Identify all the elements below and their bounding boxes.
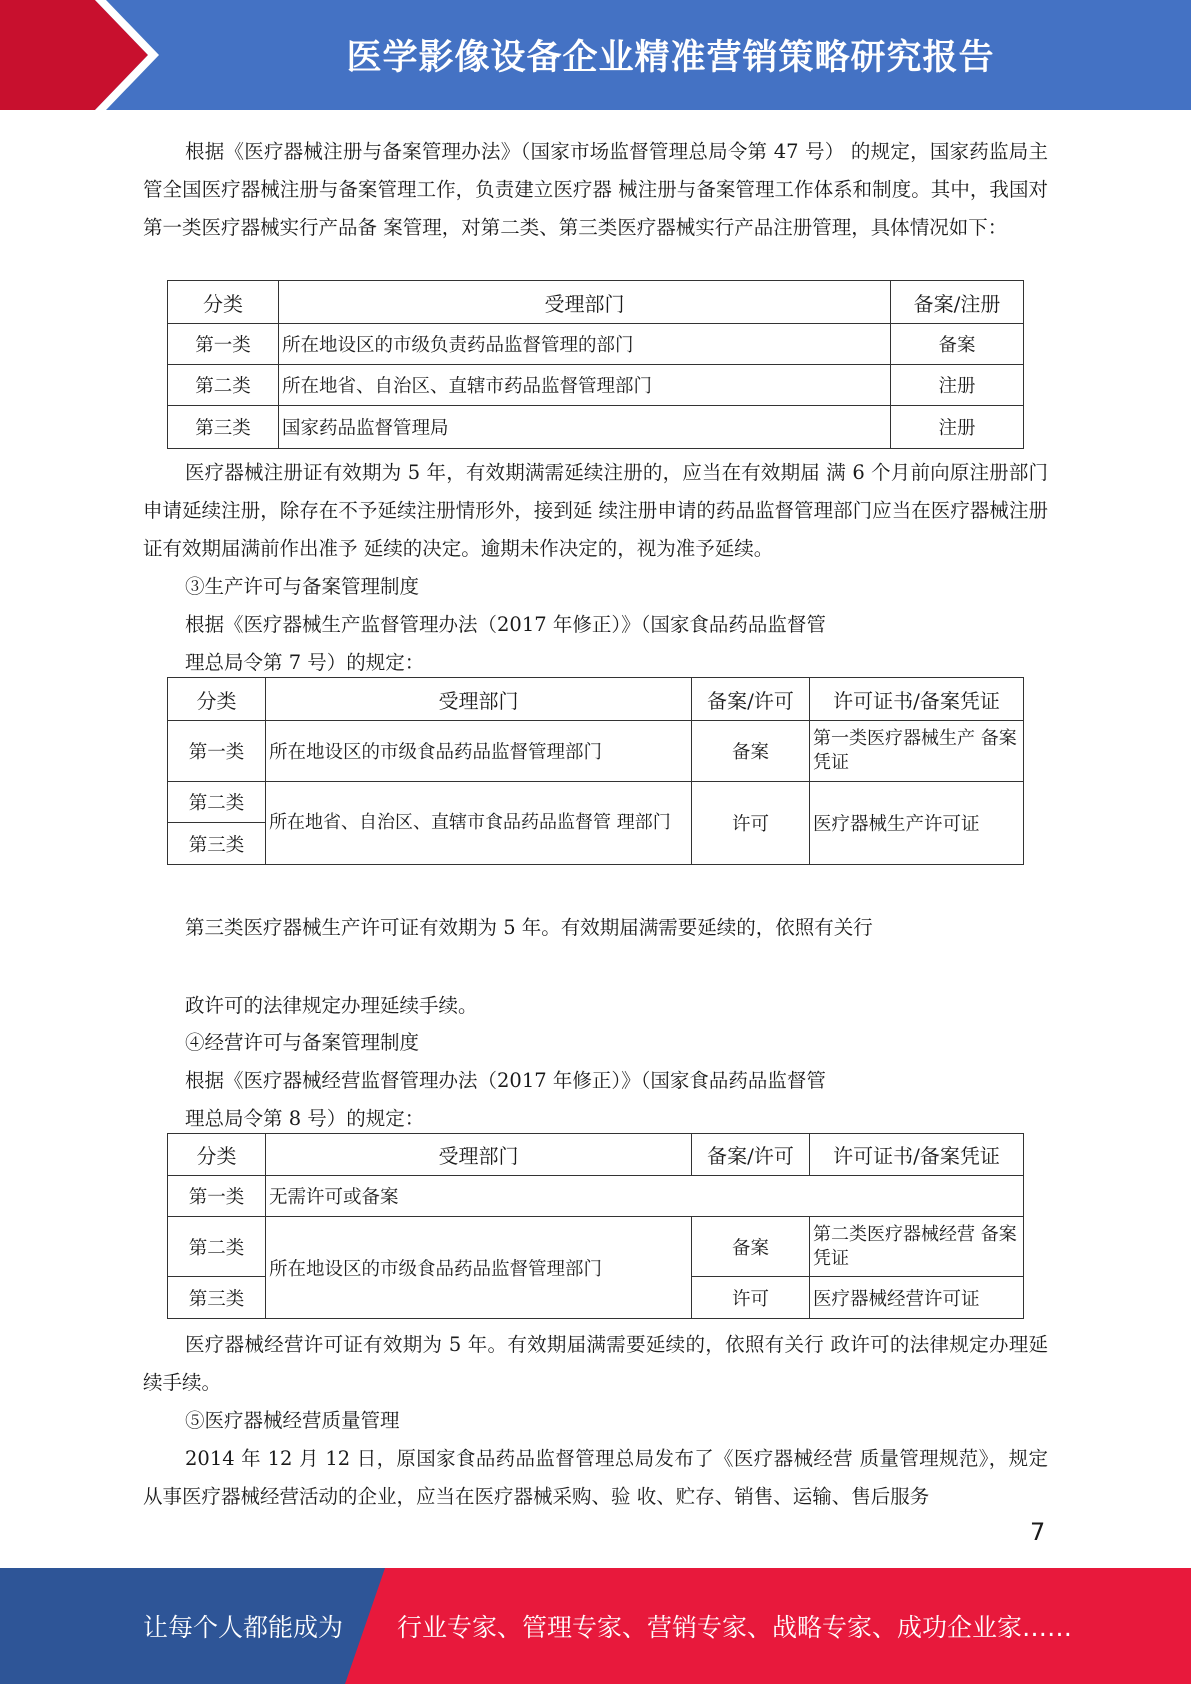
table-row [168, 406, 1024, 449]
table-header-cell: 分类 [168, 281, 279, 324]
table-cell: 所在地省、自治区、直辖市药品监督管理部门 [279, 365, 891, 406]
page-number: 7 [1030, 1518, 1046, 1546]
table-cell: 第一类医疗器械生产 备案凭证 [810, 721, 1024, 782]
table-header-row [168, 1134, 1024, 1176]
paragraph-quality-standard: 2014 年 12 月 12 日，原国家食品药品监督管理总局发布了《医疗器械经营 质量管理规范》，规定从事医疗器械经营活动的企业，应当在医疗器械采购、验 收、贮存、销售、运输、售后服务 [143, 1447, 1048, 1508]
registration-table [167, 280, 1024, 449]
table-header-cell: 受理部门 [279, 281, 891, 324]
table-cell: 无需许可或备案 [266, 1176, 1024, 1217]
table-cell: 注册 [891, 365, 1024, 406]
table-cell: 所在地设区的市级食品药品监督管理部门 [266, 721, 692, 782]
table-header-cell: 备案/注册 [891, 281, 1024, 324]
operation-license-table [167, 1133, 1024, 1319]
table-cell-merged: 所在地设区的市级食品药品监督管理部门 [266, 1217, 692, 1319]
document-title: 医学影像设备企业精准营销策略研究报告 [346, 38, 995, 78]
paragraph-production-validity-cont: 政许可的法律规定办理延续手续。 [185, 994, 478, 1017]
paragraph-operation-basis: 根据《医疗器械经营监督管理办法（2017 年修正）》（国家食品药品监督管 [185, 1069, 826, 1092]
table-cell: 所在地设区的市级负责药品监督管理的部门 [279, 324, 891, 365]
table-cell: 备案 [891, 324, 1024, 365]
table-cell: 备案 [692, 721, 810, 782]
table-cell: 第一类 [168, 1176, 266, 1217]
table-cell: 医疗器械经营许可证 [810, 1277, 1024, 1319]
table-cell: 第三类 [168, 406, 279, 449]
table-cell: 许可 [692, 1277, 810, 1319]
footer-slogan-right: 行业专家、管理专家、营销专家、战略专家、成功企业家…… [397, 1613, 1073, 1642]
table-row [168, 782, 1024, 823]
paragraph-production-validity: 第三类医疗器械生产许可证有效期为 5 年。有效期届满需要延续的，依照有关行 [185, 916, 873, 939]
paragraph-production-basis-cont: 理总局令第 7 号）的规定： [185, 651, 425, 674]
table-header-cell: 许可证书/备案凭证 [810, 1134, 1024, 1176]
page-footer [0, 1568, 1191, 1684]
paragraph-operation-basis-cont: 理总局令第 8 号）的规定： [185, 1107, 425, 1130]
table-row [168, 1176, 1024, 1217]
paragraph-production-basis: 根据《医疗器械生产监督管理办法（2017 年修正）》（国家食品药品监督管 [185, 613, 826, 636]
table-header-row [168, 678, 1024, 721]
table-header-row [168, 281, 1024, 324]
paragraph-registration-validity: 医疗器械注册证有效期为 5 年，有效期满需延续注册的，应当在有效期届 满 6 个月前向原注册部门申请延续注册，除存在不予延续注册情形外，接到延 续注册申请的药品监督管理部门应当在医疗器械注册证有效期届满前作出准予 延续的决定。逾期未作决定的，视为准予延续。 [143, 461, 1048, 560]
table-header-cell: 分类 [168, 1134, 266, 1176]
table-header-cell: 备案/许可 [692, 1134, 810, 1176]
section-heading-quality: ⑤医疗器械经营质量管理 [185, 1409, 400, 1432]
page-header [0, 0, 1191, 110]
paragraph-operation-validity: 医疗器械经营许可证有效期为 5 年。有效期届满需要延续的，依照有关行 政许可的法律规定办理延续手续。 [143, 1333, 1048, 1394]
table-header-cell: 备案/许可 [692, 678, 810, 721]
table-row [168, 365, 1024, 406]
table-cell: 第三类 [168, 823, 266, 865]
table-header-cell: 受理部门 [266, 678, 692, 721]
paragraph-registration-intro: 根据《医疗器械注册与备案管理办法》（国家市场监督管理总局令第 47 号） 的规定，国家药监局主管全国医疗器械注册与备案管理工作，负责建立医疗器 械注册与备案管理工作体系和制度。其中，我国对第一类医疗器械实行产品备 案管理，对第二类、第三类医疗器械实行产品注册管理，具体情况如下： [143, 140, 1048, 239]
table-row [168, 324, 1024, 365]
table-header-cell: 许可证书/备案凭证 [810, 678, 1024, 721]
production-license-table [167, 677, 1024, 865]
table-header-cell: 分类 [168, 678, 266, 721]
table-cell: 第二类 [168, 365, 279, 406]
table-cell: 第二类 [168, 782, 266, 823]
section-heading-operation: ④经营许可与备案管理制度 [185, 1031, 420, 1054]
section-heading-production: ③生产许可与备案管理制度 [185, 575, 420, 598]
table-row [168, 721, 1024, 782]
table-cell: 注册 [891, 406, 1024, 449]
table-cell-merged: 医疗器械生产许可证 [810, 782, 1024, 865]
table-cell-merged: 所在地省、自治区、直辖市食品药品监督管 理部门 [266, 782, 692, 865]
table-cell: 第二类医疗器械经营 备案凭证 [810, 1217, 1024, 1277]
table-cell: 第二类 [168, 1217, 266, 1277]
table-cell: 第一类 [168, 324, 279, 365]
table-cell: 第三类 [168, 1277, 266, 1319]
table-row [168, 1217, 1024, 1277]
footer-slogan-left: 让每个人都能成为 [143, 1613, 344, 1642]
table-cell: 备案 [692, 1217, 810, 1277]
table-header-cell: 受理部门 [266, 1134, 692, 1176]
table-cell-merged: 许可 [692, 782, 810, 865]
table-cell: 国家药品监督管理局 [279, 406, 891, 449]
table-cell: 第一类 [168, 721, 266, 782]
